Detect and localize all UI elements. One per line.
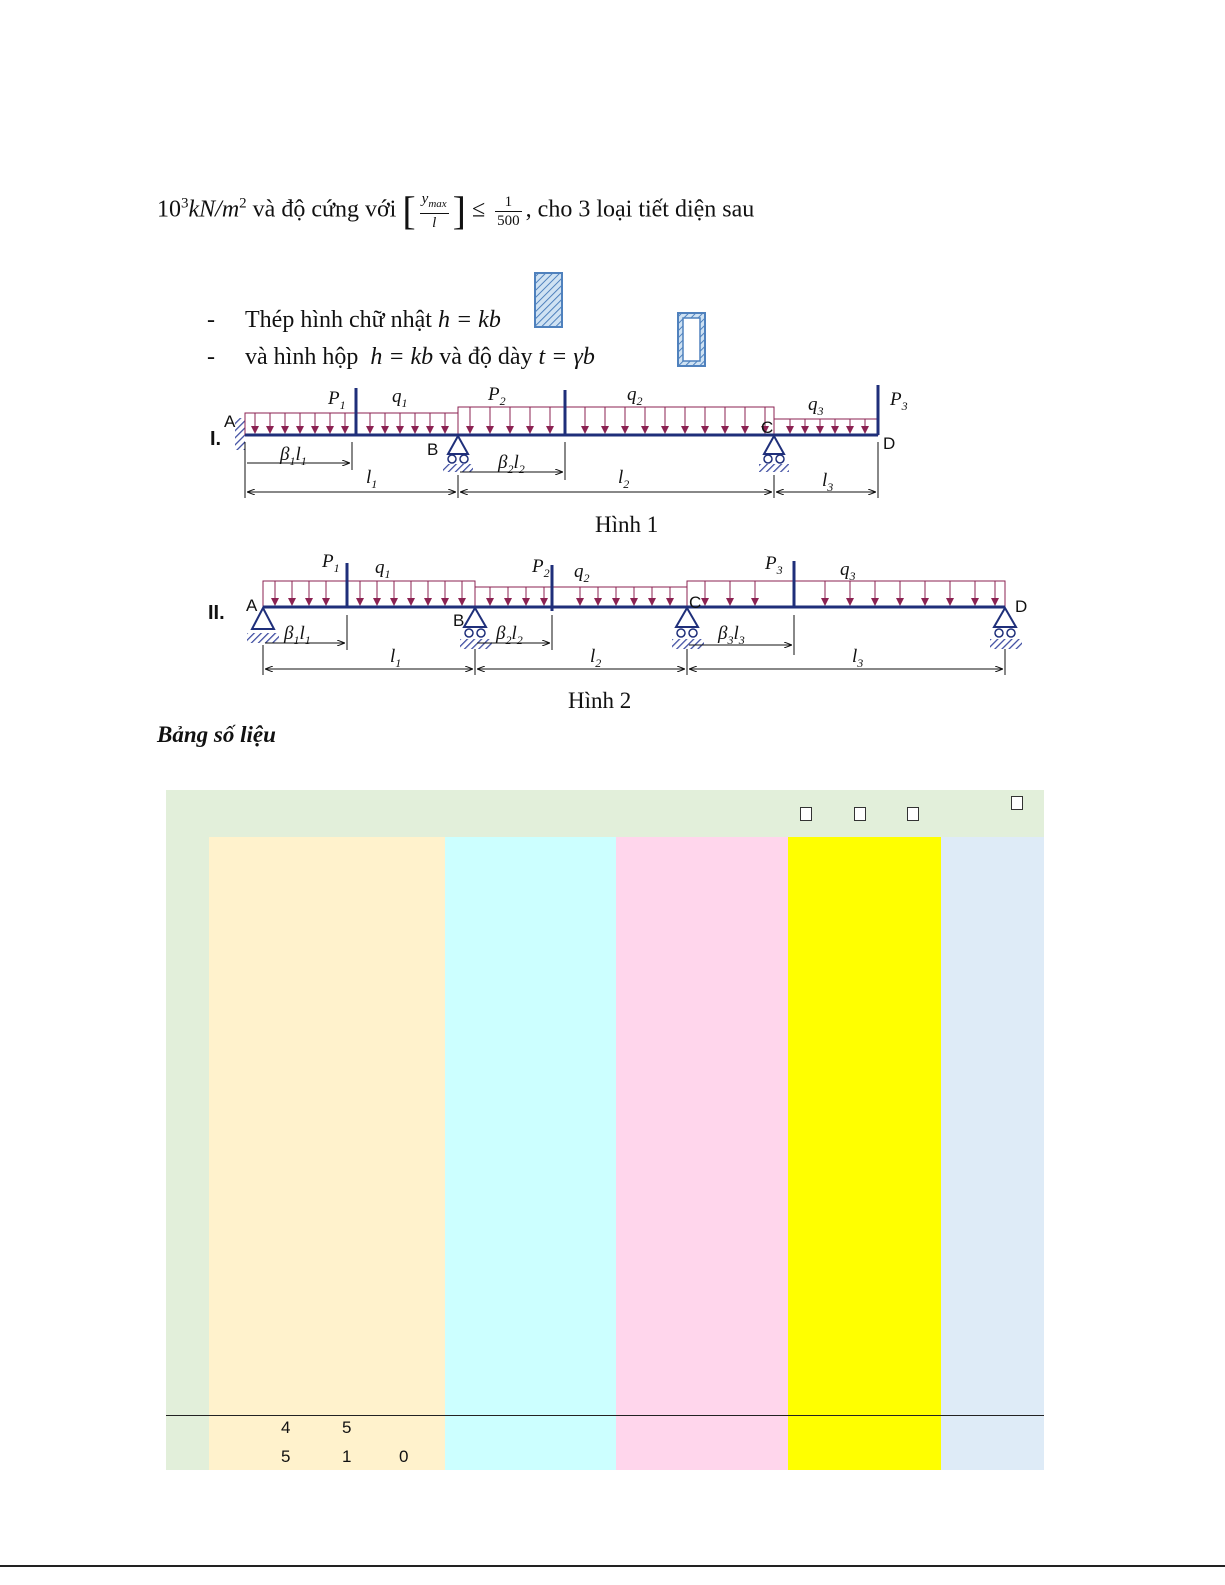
solid-section-icon: [533, 271, 565, 329]
dim-l2: $l_2$: [618, 467, 630, 491]
table-row-divider: [166, 1415, 1044, 1416]
q1-load-block: [245, 413, 458, 435]
support-C: [759, 436, 789, 472]
intro-tail: , cho 3 loại tiết diện sau: [525, 196, 755, 223]
header-checkbox-2[interactable]: [854, 807, 866, 821]
label-q2: $q_2$: [627, 384, 643, 408]
column-2: [445, 837, 616, 1470]
bullet-formula: h = kb: [370, 344, 434, 370]
ratio-denominator: l: [432, 215, 437, 231]
limit-numerator: 1: [495, 193, 522, 212]
figure1-caption: Hình 1: [595, 512, 659, 537]
figure1-beam-diagram: [200, 380, 920, 505]
intro-formula-line: [157, 190, 754, 232]
data-table: [166, 790, 1044, 1470]
label-q3: $q_3$: [808, 394, 824, 418]
limit-denominator: 500: [497, 212, 520, 229]
intro-base: 10: [157, 196, 181, 223]
fig2-dim-l1: $l_1$: [390, 646, 402, 670]
label-P1: $P_1$: [328, 388, 346, 412]
bullet-text: và hình hộp: [245, 344, 359, 370]
fig2-dim-l2: $l_2$: [590, 646, 602, 670]
fig2-label-q1: $q_1$: [375, 557, 391, 581]
fig2-roman: II.: [208, 602, 225, 624]
header-checkbox-3[interactable]: [907, 807, 919, 821]
q1-arrows: [255, 413, 445, 433]
fig2-q2-block: [475, 587, 687, 607]
column-1: [209, 837, 445, 1470]
figure2-beam-diagram: [200, 545, 1040, 680]
figure2-caption: Hình 2: [568, 688, 632, 713]
fig2-label-P2: $P_2$: [532, 556, 550, 580]
fig1-roman: I.: [210, 428, 222, 450]
leq-sign: ≤: [472, 196, 486, 223]
column-4: [788, 837, 941, 1470]
fixed-support-A: [235, 418, 245, 450]
header-checkbox-4[interactable]: [1011, 796, 1023, 810]
right-bracket: ]: [452, 188, 466, 233]
point-A: A: [224, 412, 236, 431]
bullet-box-section: [207, 344, 595, 371]
fig2-q3-block: [687, 581, 1005, 607]
cell-r2-c3: 0: [399, 1447, 409, 1466]
support-B: [443, 436, 473, 472]
fig2-point-C: C: [689, 593, 702, 612]
table-title: Bảng số liệu: [157, 722, 276, 747]
fig2-dimension-lines: [263, 615, 1005, 675]
bullet-text: Thép hình chữ nhật: [245, 307, 432, 333]
fig2-q1-block: [263, 581, 475, 607]
q2-arrows: [470, 407, 765, 433]
intro-unit-exp: 2: [239, 195, 247, 212]
bullet-text-2: và độ dày: [439, 344, 533, 370]
q3-arrows: [790, 419, 865, 433]
limit-fraction: [495, 193, 522, 230]
dim-l1: $l_1$: [366, 467, 378, 491]
point-D: D: [883, 434, 896, 453]
label-q1: $q_1$: [392, 386, 408, 410]
fig2-support-C: [672, 608, 704, 649]
fig2-point-A: A: [246, 596, 258, 615]
column-3: [616, 837, 788, 1470]
cell-r2-c1: 5: [281, 1447, 291, 1466]
fig2-label-P1: $P_1$: [322, 551, 340, 575]
ratio-numerator-sub: max: [428, 198, 447, 210]
bullet-formula: h = kb: [437, 307, 501, 333]
column-5: [941, 837, 1044, 1470]
index-column: [166, 837, 209, 1470]
fig2-dim-beta1-l1: $\beta_1l_1$: [284, 623, 311, 647]
fig2-label-q3: $q_3$: [840, 559, 856, 583]
cell-r2-c2: 1: [342, 1447, 352, 1466]
cell-r1-c2: 5: [342, 1418, 352, 1437]
bullet-formula-2: t = γb: [538, 344, 595, 370]
intro-base-exp: 3: [181, 195, 189, 212]
fig2-label-P3: $P_3$: [765, 553, 783, 577]
point-C: C: [761, 418, 774, 437]
point-B: B: [427, 440, 439, 459]
fig2-dim-l3: $l_3$: [852, 646, 864, 670]
intro-stiffness-text: và độ cứng với: [252, 196, 397, 223]
header-checkbox-1[interactable]: [800, 807, 812, 821]
bullet-dash: -: [207, 344, 215, 370]
intro-unit: kN/m: [188, 196, 240, 223]
fig2-point-D: D: [1015, 597, 1028, 616]
fig2-load-arrows: [275, 581, 995, 605]
ratio-numerator: y: [421, 191, 429, 207]
cell-r1-c1: 4: [281, 1418, 291, 1437]
label-P3: $P_3$: [890, 389, 908, 413]
label-P2: $P_2$: [488, 384, 506, 408]
fig2-label-q2: $q_2$: [574, 561, 590, 585]
dim-beta2-l2: $\beta_2l_2$: [498, 452, 525, 476]
q2-load-block: [458, 407, 774, 435]
ratio-fraction: [420, 190, 449, 232]
fig2-point-B: B: [453, 611, 465, 630]
page-bottom-rule: [0, 1565, 1225, 1567]
bullet-dash: -: [207, 307, 215, 333]
bullet-rectangular-steel: [207, 307, 501, 334]
fig2-dim-beta2-l2: $\beta_2l_2$: [496, 623, 523, 647]
left-bracket: [: [402, 188, 416, 233]
dim-beta1-l1: $\beta_1l_1$: [280, 444, 307, 468]
dim-l3: $l_3$: [822, 470, 834, 494]
fig2-dim-beta3-l3: $\beta_3l_3$: [718, 623, 745, 647]
box-section-icon: [676, 311, 708, 369]
